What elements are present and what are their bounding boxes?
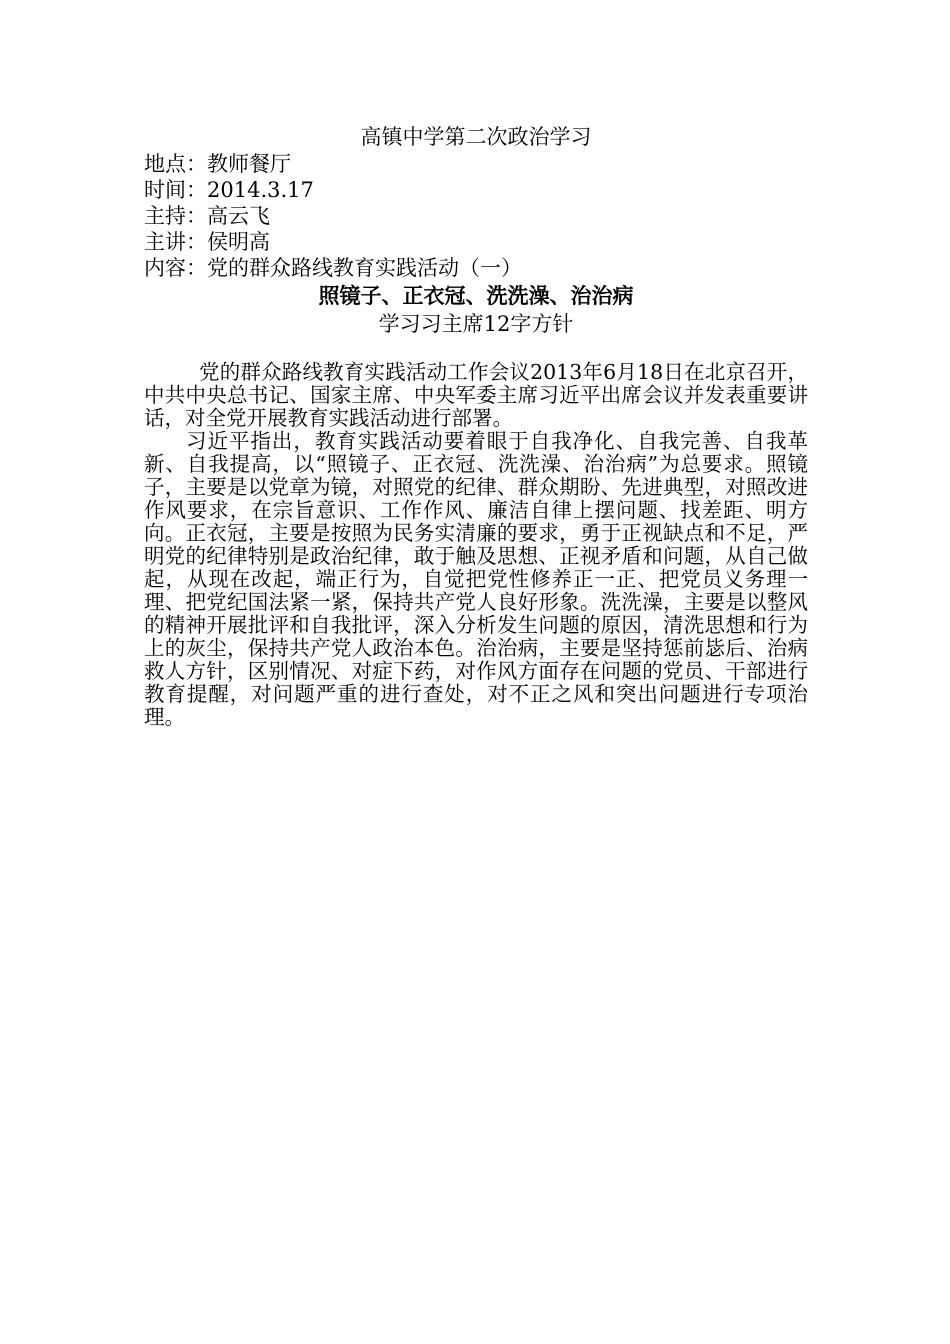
meta-host-label: 主持： [144, 204, 207, 228]
meta-content-value: 党的群众路线教育实践活动（一） [207, 256, 522, 280]
meta-host-value: 高云飞 [207, 204, 270, 228]
meta-speaker [144, 229, 808, 255]
meta-location-value: 教师餐厅 [207, 152, 291, 176]
meta-time-label: 时间： [144, 178, 207, 202]
meta-host [144, 203, 808, 229]
meta-time [144, 177, 808, 203]
body-paragraph-2: 习近平指出，教育实践活动要着眼于自我净化、自我完善、自我革新、自我提高，以“照镜子、正衣冠、洗洗澡、治治病”为总要求。照镜子，主要是以党章为镜，对照党的纪律、群众期盼、先进典型，对照改进作风要求，在宗旨意识、工作作风、廉洁自律上摆问题、找差距、明方向。正衣冠，主要是按照为民务实清廉的要求，勇于正视缺点和不足，严明党的纪律特别是政治纪律，敢于触及思想、正视矛盾和问题，从自己做起，从现在改起，端正行为，自觉把党性修养正一正、把党员义务理一理、把党纪国法紧一紧，保持共产党人良好形象。洗洗澡，主要是以整风的精神开展批评和自我批评，深入分析发生问题的原因，清洗思想和行为上的灰尘，保持共产党人政治本色。治治病，主要是坚持惩前毖后、治病救人方针，区别情况、对症下药，对作风方面存在问题的党员、干部进行教育提醒，对问题严重的进行查处，对不正之风和突出问题进行专项治理。 [144, 429, 808, 729]
body-paragraph-1: 党的群众路线教育实践活动工作会议2013年6月18日在北京召开，中共中央总书记、国家主席、中央军委主席习近平出席会议并发表重要讲话，对全党开展教育实践活动进行部署。 [144, 360, 808, 430]
document-content [144, 123, 808, 729]
meta-content-label: 内容： [144, 256, 207, 280]
meta-time-value: 2014.3.17 [207, 178, 314, 202]
meta-location-label: 地点： [144, 152, 207, 176]
meta-location [144, 151, 808, 177]
document-subsubtitle: 学习习主席12字方针 [378, 312, 574, 336]
meta-content [144, 255, 808, 281]
section-spacer [144, 337, 808, 361]
document-subtitle: 照镜子、正衣冠、洗洗澡、治治病 [318, 283, 634, 308]
document-title: 高镇中学第二次政治学习 [360, 125, 592, 149]
meta-speaker-value: 侯明高 [207, 230, 270, 254]
meta-speaker-label: 主讲： [144, 230, 207, 254]
